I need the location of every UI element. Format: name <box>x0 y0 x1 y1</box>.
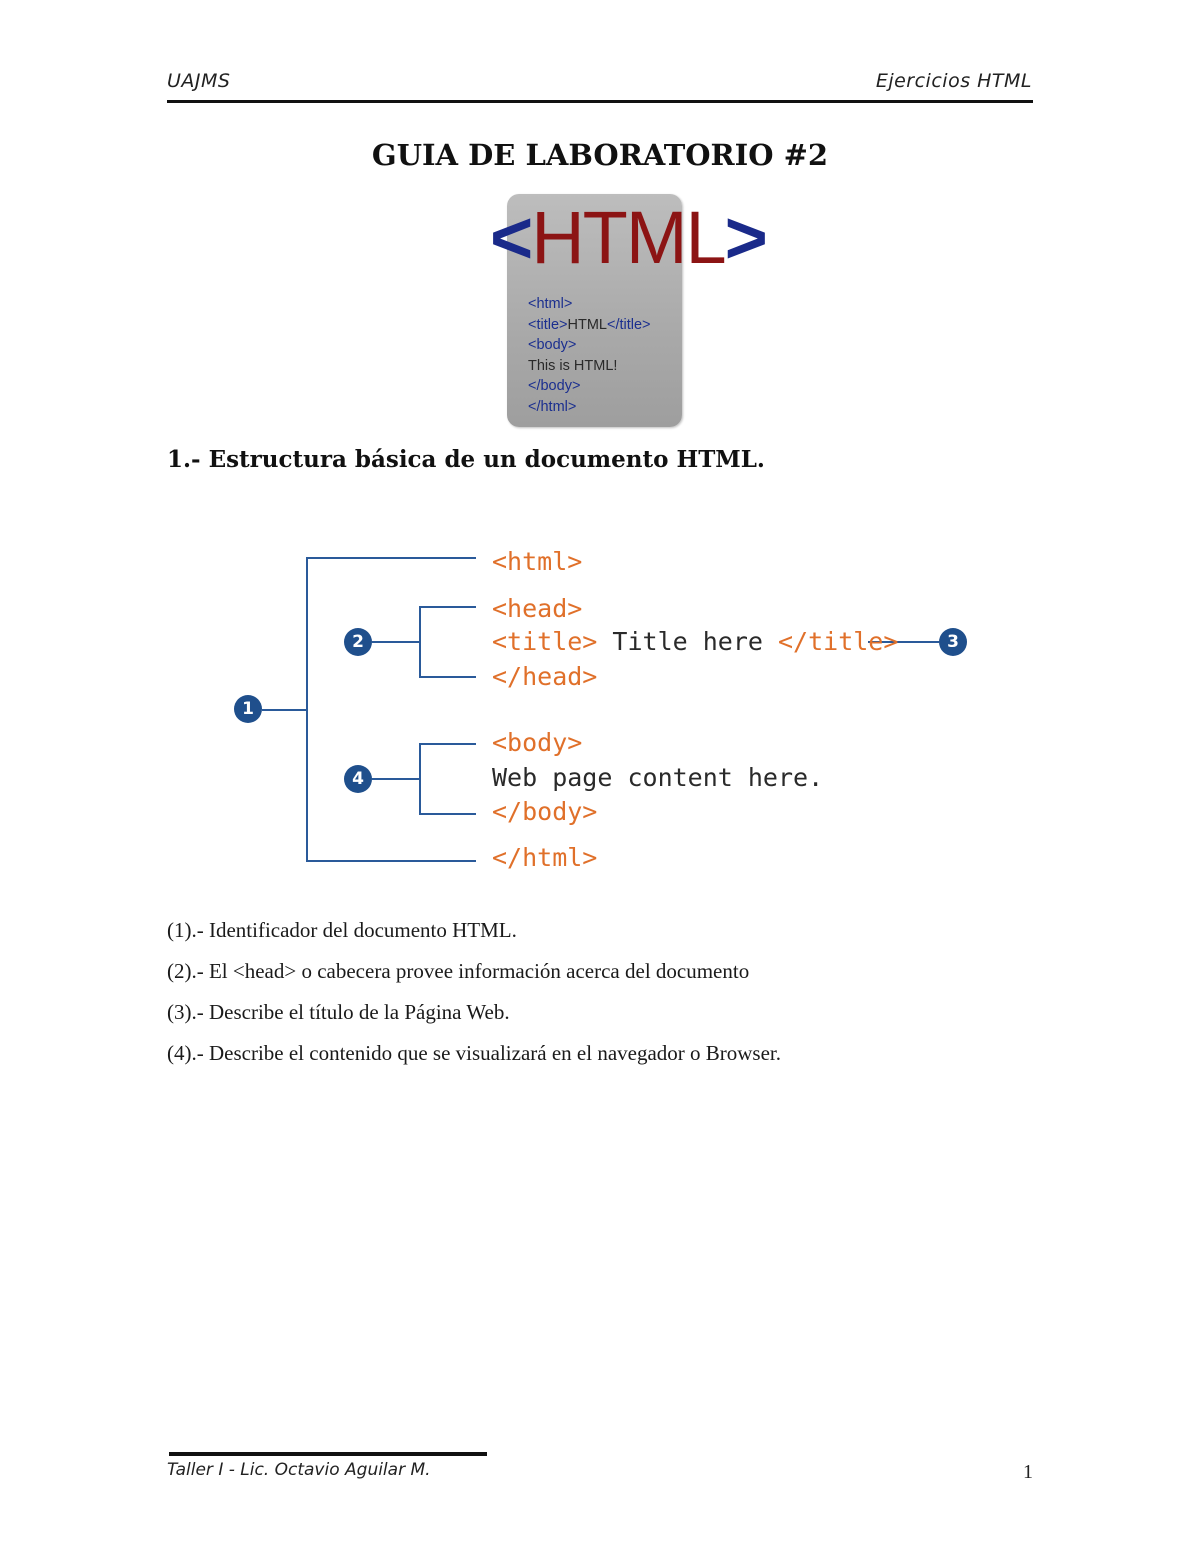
logo-close-bracket: > <box>724 196 766 279</box>
code-body-close: </body> <box>492 797 598 826</box>
code-head-open: <head> <box>492 594 583 623</box>
bracket-4 <box>420 744 476 814</box>
header-left-text: UAJMS <box>167 70 231 92</box>
code-title-line: <title> Title here </title> <box>492 627 899 656</box>
marker-3: 3 <box>939 628 967 656</box>
code-body-content: Web page content here. <box>492 763 824 792</box>
footer-text: Taller I - Lic. Octavio Aguilar M. <box>167 1460 431 1480</box>
description-1: (1).- Identificador del documento HTML. <box>167 918 517 942</box>
logo-code-line: </html> <box>528 398 577 415</box>
page-title: GUIA DE LABORATORIO #2 <box>371 138 829 172</box>
description-2: (2).- El <head> o cabecera provee información acerca del documento <box>167 959 750 983</box>
section-heading: 1.- Estructura básica de un documento HTML. <box>167 446 765 473</box>
logo-code-line: This is HTML! <box>528 357 618 374</box>
bracket-2 <box>420 607 476 677</box>
marker-2: 2 <box>344 628 372 656</box>
logo-code-line: <body> <box>528 337 577 353</box>
code-html-open: <html> <box>492 547 583 576</box>
bracket-1 <box>307 558 476 861</box>
logo-code-line: </body> <box>528 378 581 394</box>
code-body-open: <body> <box>492 728 583 757</box>
marker-1: 1 <box>234 695 262 723</box>
logo-code-line: <html> <box>528 296 573 312</box>
description-4: (4).- Describe el contenido que se visualizará en el navegador o Browser. <box>167 1041 782 1065</box>
marker-4: 4 <box>344 765 372 793</box>
footer-rule <box>169 1452 487 1456</box>
header-right-text: Ejercicios HTML <box>875 70 1032 92</box>
description-3: (3).- Describe el título de la Página Web. <box>167 1000 510 1024</box>
logo-html-text: HTML <box>531 196 725 279</box>
logo-open-bracket: < <box>490 196 532 279</box>
page-number: 1 <box>1023 1461 1033 1483</box>
logo-code-line: <title>HTML</title> <box>528 316 651 333</box>
code-head-close: </head> <box>492 662 598 691</box>
code-html-close: </html> <box>492 843 598 872</box>
